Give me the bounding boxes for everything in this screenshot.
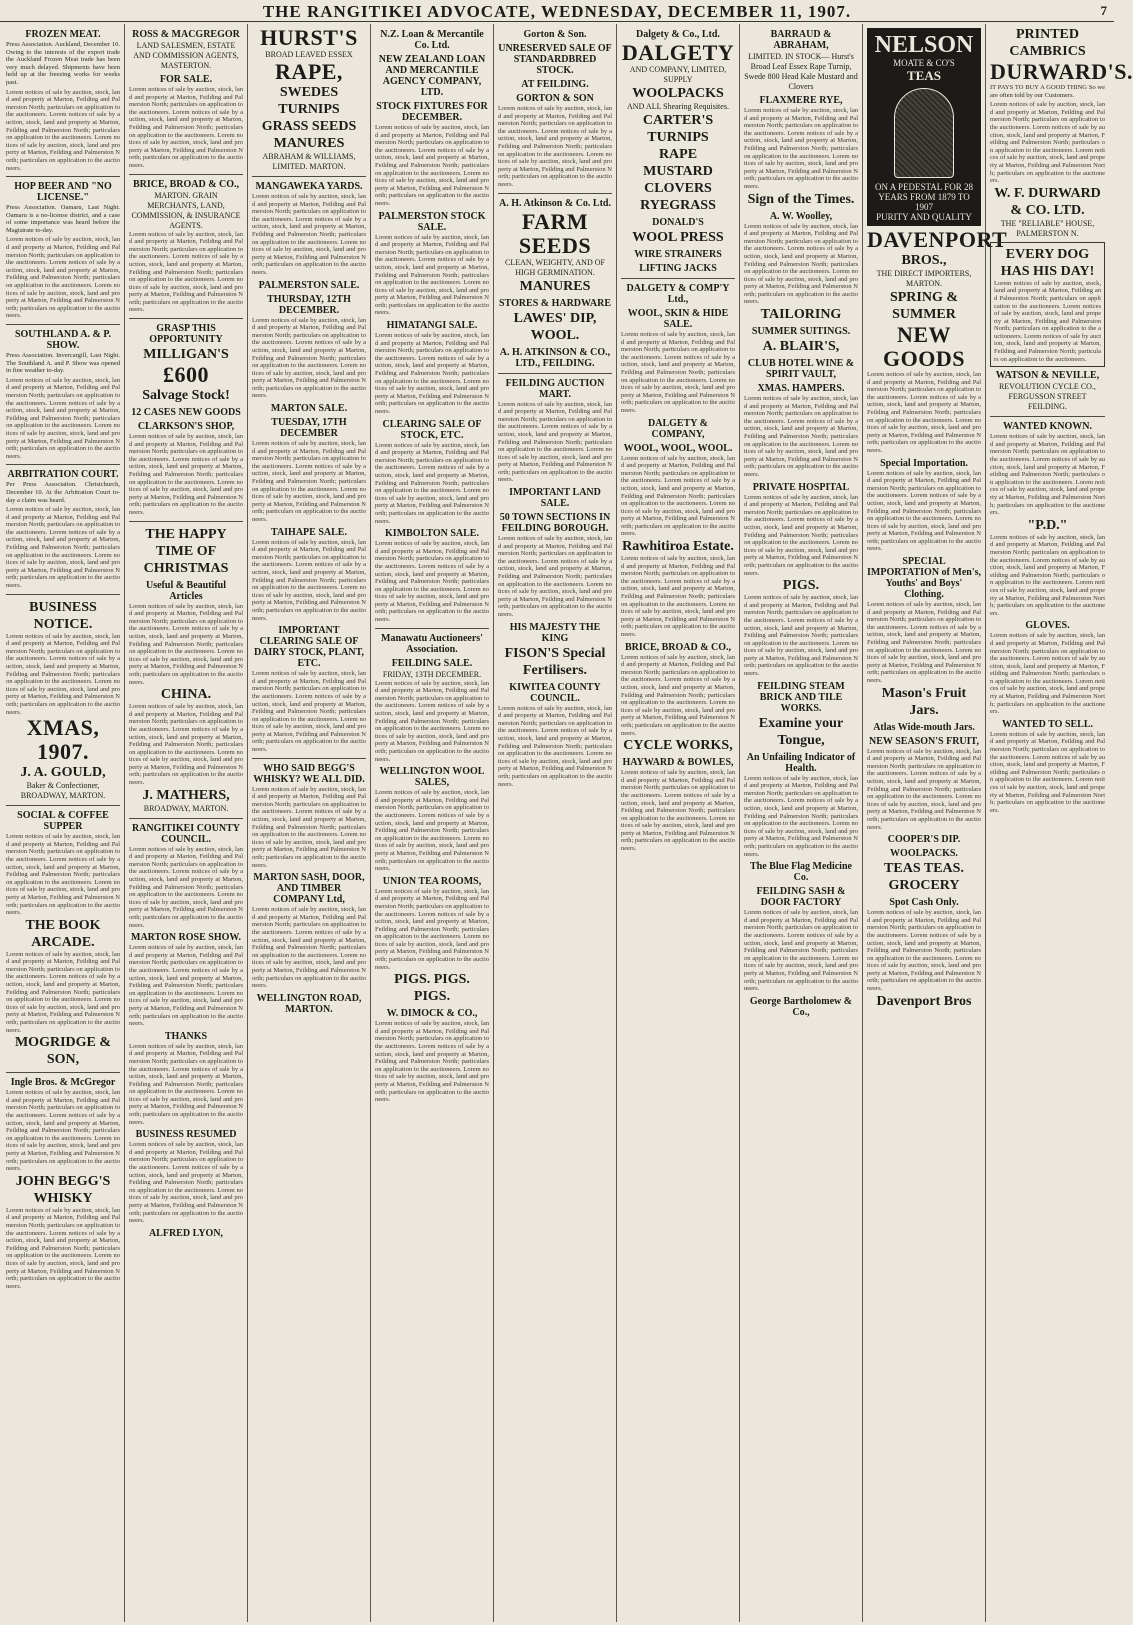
filler-text: Lorem notices of sale by auction, stock, land and property at Marton, Feilding and Palmerston North; particulars on application to the auctioneers. Lorem notices of sale by auction, stock, land and property at Marton, Feilding and Palmerston North; particulars on application to the auctioneers. Lorem notices of sale by auction, stock, land and property at Marton, Feilding and Palmerston North; particulars on application to the auctioneers. [6, 236, 120, 320]
heading: Ingle Bros. & McGregor [10, 1077, 116, 1089]
heading: MARTON SALE. [270, 403, 348, 415]
filler-text: Lorem notices of sale by auction, stock, land and property at Marton, Feilding and Palmerston North; particulars on application to the auctioneers. Lorem notices of sale by auction, stock, land and property at Marton, Feilding and Palmerston North; particulars on application to the auctioneers. Lorem notices of sale by auction, stock, land and property at Marton, Feilding and Palmerston North; particulars on application to the auctioneers. [252, 538, 366, 622]
divider [252, 758, 366, 759]
filler-text: Lorem notices of sale by auction, stock, land and property at Marton, Feilding and Palmerston North; particulars on application to the auctioneers. Lorem notices of sale by auction, stock, land and property at Marton, Feilding and Palmerston North; particulars on application to the auctioneers. Lorem notices of sale by auction, stock, land and property at Marton, Feilding and Palmerston North; particulars on application to the auctioneers. [867, 469, 981, 553]
divider [990, 416, 1105, 417]
heading: SUMMER SUITINGS. [751, 326, 851, 338]
heading: George Bartholomew & Co., [749, 995, 853, 1018]
heading: SOCIAL & COFFEE SUPPER [17, 810, 109, 833]
filler-text: Lorem notices of sale by auction, stock, land and property at Marton, Feilding and Palmerston North; particulars on application to the auctioneers. Lorem notices of sale by auction, stock, land and property at Marton, Feilding and Palmerston North; particulars on application to the auctioneers. Lorem notices of sale by auction, stock, land and property at Marton, Feilding and Palmerston North; particulars on application to the auctioneers. [375, 887, 489, 971]
filler-text: Lorem notices of sale by auction, stock, land and property at Marton, Feilding and Palmerston North; particulars on application to the auctioneers. Lorem notices of sale by auction, stock, land and property at Marton, Feilding and Palmerston North; particulars on application to the auctioneers. Lorem notices of sale by auction, stock, land and property at Marton, Feilding and Palmerston North; particulars on application to the auctioneers. [252, 193, 366, 276]
subheading: ON A PEDESTAL FOR 28 YEARS FROM 1879 TO 1907 [875, 182, 973, 212]
heading: FLAXMERE RYE, [759, 95, 843, 106]
heading: TURNIPS [647, 130, 709, 145]
article-text: Press Association. Auckland, December 10. Owing to the interests of the export trade the Auckland Frozen Meat trade has been very much delayed. Shipments have been held up at the freezing works for weeks past. [6, 41, 120, 86]
heading: A. H. ATKINSON & CO., LTD., FEILDING. [499, 346, 611, 369]
heading: MILLIGAN'S [143, 347, 229, 363]
filler-text: Lorem notices of sale by auction, stock, land and property at Marton, Feilding and Palmerston North; particulars on application to the auctioneers. Lorem notices of sale by auction, stock, land and property at Marton, Feilding and Palmerston North; particulars on application to the auctioneers. Lorem notices of sale by auction, stock, land and property at Marton, Feilding and Palmerston North; particulars on application to the auctioneers. [744, 107, 858, 190]
heading: WOOLPACKS [632, 86, 724, 101]
divider [375, 628, 489, 629]
heading: WANTED TO SELL. [1001, 718, 1094, 730]
heading: PIGS. PIGS. PIGS. [394, 972, 470, 1005]
filler-text: Lorem notices of sale by auction, stock, land and property at Marton, Feilding and Palmerston North; particulars on application to the auctioneers. Lorem notices of sale by auction, stock, land and property at Marton, Feilding and Palmerston North; particulars on application to the auctioneers. Lorem notices of sale by auction, stock, land and property at Marton, Feilding and Palmerston North; particulars on application to the auctioneers. [990, 433, 1105, 517]
heading: LAWES' DIP, [513, 310, 597, 326]
heading: DONALD'S [652, 217, 704, 228]
heading: AT FEILDING. [521, 79, 589, 90]
heading: RAPE [658, 147, 698, 162]
filler-text: Lorem notices of sale by auction, stock, land and property at Marton, Feilding and Palmerston North; particulars on application to the auctioneers. Lorem notices of sale by auction, stock, land and property at Marton, Feilding and Palmerston North; particulars on application to the auctioneers. Lorem notices of sale by auction, stock, land and property at Marton, Feilding and Palmerston North; particulars on application to the auctioneers. [498, 704, 612, 788]
heading: HIMATANGI SALE. [386, 320, 478, 332]
filler-text: Lorem notices of sale by auction, stock, land and property at Marton, Feilding and Palmerston North; particulars on application to the auctioneers. Lorem notices of sale by auction, stock, land and property at Marton, Feilding and Palmerston North; particulars on application to the auctioneers. Lorem notices of sale by auction, stock, land and property at Marton, Feilding and Palmerston North; particulars on application to the auctioneers. [6, 632, 120, 716]
heading: A. BLAIR'S, [762, 339, 840, 355]
heading: TUESDAY, 17TH DECEMBER [271, 417, 347, 440]
heading: Salvage Stock! [142, 388, 230, 404]
heading: BRICE, BROAD & CO., [132, 178, 240, 190]
heading: GLOVES. [1025, 620, 1070, 632]
filler-text: Lorem notices of sale by auction, stock, land and property at Marton, Feilding and Palmerston North; particulars on application to the auctioneers. Lorem notices of sale by auction, stock, land and property at Marton, Feilding and Palmerston North; particulars on application to the auctioneers. Lorem notices of sale by auction, stock, land and property at Marton, Feilding and Palmerston North; particulars on application to the auctioneers. [252, 785, 366, 869]
article-text: Press Association. Invercargill, Last Night. The Southland A. and P. Show was opened in fine weather to-day. [6, 352, 120, 375]
page-number: 7 [1100, 3, 1108, 18]
divider [252, 176, 366, 177]
filler-text: Lorem notices of sale by auction, stock, land and property at Marton, Feilding and Palmerston North; particulars on application to the auctioneers. Lorem notices of sale by auction, stock, land and property at Marton, Feilding and Palmerston North; particulars on application to the auctioneers. Lorem notices of sale by auction, stock, land and property at Marton, Feilding and Palmerston North; particulars on application to the auctioneers. [867, 601, 981, 684]
filler-text: Lorem notices of sale by auction, stock, land and property at Marton, Feilding and Palmerston North; particulars on application to the auctioneers. Lorem notices of sale by auction, stock, land and property at Marton, Feilding and Palmerston North; particulars on application to the auctioneers. Lorem notices of sale by auction, stock, land and property at Marton, Feilding and Palmerston North; particulars on application to the auctioneers. [621, 653, 735, 737]
heading: MARTON ROSE SHOW. [131, 932, 241, 944]
filler-text: Lorem notices of sale by auction, stock, land and property at Marton, Feilding and Palmerston North; particulars on application to the auctioneers. Lorem notices of sale by auction, stock, land and property at Marton, Feilding and Palmerston North; particulars on application to the auctioneers. Lorem notices of sale by auction, stock, land and property at Marton, Feilding and Palmerston North; particulars on application to the auctioneers. [744, 594, 858, 678]
heading: LIFTING JACKS [639, 263, 717, 274]
filler-text: Lorem notices of sale by auction, stock, land and property at Marton, Feilding and Palmerston North; particulars on application to the auctioneers. Lorem notices of sale by auction, stock, land and property at Marton, Feilding and Palmerston North; particulars on application to the auctioneers. Lorem notices of sale by auction, stock, land and property at Marton, Feilding and Palmerston North; particulars on application to the auctioneers. [6, 1206, 120, 1290]
filler-text: Lorem notices of sale by auction, stock, land and property at Marton, Feilding and Palmerston North; particulars on application to the auctioneers. Lorem notices of sale by auction, stock, land and property at Marton, Feilding and Palmerston North; particulars on application to the auctioneers. Lorem notices of sale by auction, stock, land and property at Marton, Feilding and Palmerston North; particulars on application to the auctioneers. [129, 845, 243, 929]
heading: Useful & Beautiful Articles [146, 579, 226, 602]
subheading: THE "RELIABLE" HOUSE, PALMERSTON N. [1000, 218, 1095, 238]
heading: STORES & HARDWARE [498, 297, 612, 309]
article-text: IT PAYS TO BUY A GOOD THING So we are often told by our Customers. [990, 84, 1105, 99]
subheading: CLEAN, WEIGHTY, AND OF HIGH GERMINATION. [505, 257, 605, 277]
heading: BUSINESS NOTICE. [29, 599, 97, 632]
heading: WOOLPACKS. [890, 848, 958, 860]
filler-text: Lorem notices of sale by auction, stock, land and property at Marton, Feilding and Palmerston North; particulars on application to the auctioneers. Lorem notices of sale by auction, stock, land and property at Marton, Feilding and Palmerston North; particulars on application to the auctioneers. Lorem notices of sale by auction, stock, land and property at Marton, Feilding and Palmerston North; particulars on application to the auctioneers. [129, 86, 243, 169]
heading: ROSS & MACGREGOR [132, 29, 240, 40]
heading: THANKS [164, 1030, 208, 1042]
filler-text: Lorem notices of sale by auction, stock, land and property at Marton, Feilding and Palmerston North; particulars on application to the auctioneers. Lorem notices of sale by auction, stock, land and property at Marton, Feilding and Palmerston North; particulars on application to the auctioneers. Lorem notices of sale by auction, stock, land and property at Marton, Feilding and Palmerston North; particulars on application to the auctioneers. [621, 454, 735, 538]
heading: Mason's Fruit Jars. [881, 685, 967, 718]
lady-illustration [894, 88, 954, 178]
subheading: MARTON. GRAIN MERCHANTS, LAND, COMMISSION, & INSURANCE AGENTS. [131, 190, 241, 230]
column-4 [371, 24, 494, 1622]
heading: WOOL PRESS [632, 230, 724, 245]
heading: BUSINESS RESUMED [135, 1129, 237, 1141]
filler-text: Lorem notices of sale by auction, stock, land and property at Marton, Feilding and Palmerston North; particulars on application to the auctioneers. Lorem notices of sale by auction, stock, land and property at Marton, Feilding and Palmerston North; particulars on application to the auctioneers. Lorem notices of sale by auction, stock, land and property at Marton, Feilding and Palmerston North; particulars on application to the auctioneers. [498, 535, 612, 618]
filler-text: Lorem notices of sale by auction, stock, land and property at Marton, Feilding and Palmerston North; particulars on application to the auctioneers. Lorem notices of sale by auction, stock, land and property at Marton, Feilding and Palmerston North; particulars on application to the auctioneers. Lorem notices of sale by auction, stock, land and property at Marton, Feilding and Palmerston North; particulars on application to the auctioneers. [867, 909, 981, 993]
heading: KIMBOLTON SALE. [385, 528, 479, 540]
filler-text: Lorem notices of sale by auction, stock, land and property at Marton, Feilding and Palmerston North; particulars on application to the auctioneers. Lorem notices of sale by auction, stock, land and property at Marton, Feilding and Palmerston North; particulars on application to the auctioneers. Lorem notices of sale by auction, stock, land and property at Marton, Feilding and Palmerston North; particulars on application to the auctioneers. [6, 833, 120, 917]
heading: SPECIAL IMPORTATION of Men's, Youths' and Boys' Clothing. [867, 556, 981, 601]
subheading: REVOLUTION CYCLE CO., FERGUSSON STREET FEILDING. [999, 382, 1096, 412]
filler-text: Lorem notices of sale by auction, stock, land and property at Marton, Feilding and Palmerston North; particulars on application to the auctioneers. Lorem notices of sale by auction, stock, land and property at Marton, Feilding and Palmerston North; particulars on application to the auctioneers. Lorem notices of sale by auction, stock, land and property at Marton, Feilding and Palmerston North; particulars on application to the auctioneers. [744, 909, 858, 993]
filler-text: Lorem notices of sale by auction, stock, land and property at Marton, Feilding and Palmerston North; particulars on application to the auctioneers. Lorem notices of sale by auction, stock, land and property at Marton, Feilding and Palmerston North; particulars on application to the auctioneers. Lorem notices of sale by auction, stock, land and property at Marton, Feilding and Palmerston North; particulars on application to the auctioneers. [129, 1141, 243, 1225]
filler-text: Lorem notices of sale by auction, stock, land and property at Marton, Feilding and Palmerston North; particulars on application to the auctioneers. Lorem notices of sale by auction, stock, land and property at Marton, Feilding and Palmerston North; particulars on application to the auctioneers. Lorem notices of sale by auction, stock, land and property at Marton, Feilding and Palmerston North; particulars on application to the auctioneers. [867, 747, 981, 831]
filler-text: Lorem notices of sale by auction, stock, land and property at Marton, Feilding and Palmerston North; particulars on application to the auctioneers. Lorem notices of sale by auction, stock, land and property at Marton, Feilding and Palmerston North; particulars on application to the auctioneers. Lorem notices of sale by auction, stock, land and property at Marton, Feilding and Palmerston North; particulars on application to the auctioneers. [375, 124, 489, 207]
heading: XMAS. HAMPERS. [757, 383, 845, 395]
heading: FOR SALE. [159, 74, 213, 85]
heading: DURWARD'S. [990, 59, 1133, 84]
heading: CARTER'S [642, 113, 714, 128]
heading: WELLINGTON ROAD, MARTON. [256, 992, 362, 1015]
heading: HAYWARD & BOWLES, [622, 757, 734, 769]
heading: £600 [163, 362, 209, 388]
heading: FEILDING AUCTION MART. [505, 377, 605, 400]
filler-text: Lorem notices of sale by auction, stock, land and property at Marton, Feilding and Palmerston North; particulars on application to the auctioneers. Lorem notices of sale by auction, stock, land and property at Marton, Feilding and Palmerston North; particulars on application to the auctioneers. Lorem notices of sale by auction, stock, land and property at Marton, Feilding and Palmerston North; particulars on application to the auctioneers. [375, 332, 489, 415]
filler-text: Lorem notices of sale by auction, stock, land and property at Marton, Feilding and Palmerston North; particulars on application to the auctioneers. Lorem notices of sale by auction, stock, land and property at Marton, Feilding and Palmerston North; particulars on application to the auctioneers. Lorem notices of sale by auction, stock, land and property at Marton, Feilding and Palmerston North; particulars on application to the auctioneers. [744, 774, 858, 858]
column-5 [494, 24, 617, 1622]
heading: HOP BEER AND "NO LICENSE." [14, 181, 112, 204]
filler-text: Lorem notices of sale by auction, stock, land and property at Marton, Feilding and Palmerston North; particulars on application to the auctioneers. Lorem notices of sale by auction, stock, land and property at Marton, Feilding and Palmerston North; particulars on application to the auctioneers. Lorem notices of sale by auction, stock, land and property at Marton, Feilding and Palmerston North; particulars on application to the auctioneers. [498, 105, 612, 188]
heading: STOCK FIXTURES FOR DECEMBER. [376, 101, 488, 123]
heading: WIRE STRAINERS [634, 249, 722, 260]
heading: TAILORING [760, 307, 842, 323]
heading: COOPER'S DIP. [887, 834, 961, 846]
heading: NELSON [874, 32, 974, 58]
subheading: FRIDAY, 13TH DECEMBER. [382, 669, 482, 679]
heading: GRASP THIS OPPORTUNITY [149, 323, 223, 346]
subheading: ABRAHAM & WILLIAMS, LIMITED. MARTON. [262, 152, 356, 171]
heading: THE BOOK ARCADE. [25, 917, 101, 950]
heading: 50 TOWN SECTIONS IN FEILDING BOROUGH. [499, 512, 611, 535]
heading: N.Z. Loan & Mercantile Co. Ltd. [380, 29, 484, 51]
heading: DALGETY & COMP'Y Ltd., [626, 283, 730, 305]
column-3 [248, 24, 371, 1622]
heading: FEILDING STEAM BRICK AND TILE WORKS. [757, 680, 845, 714]
subheading: LIMITED. IN STOCK— Hurst's Broad Leaf Essex Rape Turnip, Swede 800 Head Kale Mustard and Clovers [744, 52, 858, 91]
subheading: THE DIRECT IMPORTERS, MARTON. [876, 269, 972, 288]
divider [129, 521, 243, 522]
subheading: BROAD LEAVED ESSEX [265, 50, 353, 59]
filler-text: Lorem notices of sale by auction, stock, land and property at Marton, Feilding and Palmerston North; particulars on application to the auctioneers. Lorem notices of sale by auction, stock, land and property at Marton, Feilding and Palmerston North; particulars on application to the auctioneers. Lorem notices of sale by auction, stock, land and property at Marton, Feilding and Palmerston North; particulars on application to the auctioneers. [867, 371, 981, 454]
heading: A. W. Woolley, [769, 210, 833, 222]
article-text: Press Association. Oamaru, Last Night. Oamaru is a no-license district, and a case of some importance was heard before the Magistrate to-day. [6, 204, 120, 234]
divider [129, 818, 243, 819]
heading: W. F. DURWARD & CO. LTD. [994, 185, 1101, 218]
filler-text: Lorem notices of sale by auction, stock, land and property at Marton, Feilding and Palmerston North; particulars on application to the auctioneers. Lorem notices of sale by auction, stock, land and property at Marton, Feilding and Palmerston North; particulars on application to the auctioneers. Lorem notices of sale by auction, stock, land and property at Marton, Feilding and Palmerston North; particulars on application to the auctioneers. [252, 906, 366, 990]
divider [6, 1072, 120, 1073]
article-text: Per Press Association. Christchurch, December 10. At the Arbitration Court to-day a claim was heard. [6, 481, 120, 504]
heading: CHINA. [160, 687, 212, 703]
heading: SOUTHLAND A. & P. SHOW. [14, 329, 112, 351]
heading: The Blue Flag Medicine Co. [750, 861, 852, 884]
heading: GROCERY [888, 878, 960, 894]
column-2 [125, 24, 248, 1622]
heading: A. H. Atkinson & Co. Ltd. [499, 197, 611, 209]
filler-text: Lorem notices of sale by auction, stock, land and property at Marton, Feilding and Palmerston North; particulars on application to the auctioneers. Lorem notices of sale by auction, stock, land and property at Marton, Feilding and Palmerston North; particulars on application to the auctioneers. Lorem notices of sale by auction, stock, land and property at Marton, Feilding and Palmerston North; particulars on application to the auctioneers. [129, 703, 243, 787]
subheading: PURITY AND QUALITY [876, 212, 972, 222]
divider [6, 594, 120, 595]
heading: J. MATHERS, [142, 787, 230, 803]
filler-text: Lorem notices of sale by auction, stock, land and property at Marton, Feilding and Palmerston North; particulars on application to the auctioneers. Lorem notices of sale by auction, stock, land and property at Marton, Feilding and Palmerston North; particulars on application to the auctioneers. Lorem notices of sale by auction, stock, land and property at Marton, Feilding and Palmerston North; particulars on application to the auctioneers. [375, 441, 489, 525]
heading: FROZEN MEAT. [25, 29, 101, 40]
filler-text: Lorem notices of sale by auction, stock, land and property at Marton, Feilding and Palmerston North; particulars on application to the auctioneers. Lorem notices of sale by auction, stock, land and property at Marton, Feilding and Palmerston North; particulars on application to the auctioneers. Lorem notices of sale by auction, stock, land and property at Marton, Feilding and Palmerston North; particulars on application to the auctioneers. [498, 400, 612, 484]
heading: FEILDING SALE. [391, 657, 473, 669]
filler-text: Lorem notices of sale by auction, stock, land and property at Marton, Feilding and Palmerston North; particulars on application to the auctioneers. Lorem notices of sale by auction, stock, land and property at Marton, Feilding and Palmerston North; particulars on application to the auctioneers. Lorem notices of sale by auction, stock, land and property at Marton, Feilding and Palmerston North; particulars on application to the auctioneers. [375, 1020, 489, 1104]
filler-text: Lorem notices of sale by auction, stock, land and property at Marton, Feilding and Palmerston North; particulars on application to the auctioneers. Lorem notices of sale by auction, stock, land and property at Marton, Feilding and Palmerston North; particulars on application to the auctioneers. Lorem notices of sale by auction, stock, land and property at Marton, Feilding and Palmerston North; particulars on application to the auctioneers. [990, 101, 1105, 185]
filler-text: Lorem notices of sale by auction, stock, land and property at Marton, Feilding and Palmerston North; particulars on application to the auctioneers. Lorem notices of sale by auction, stock, land and property at Marton, Feilding and Palmerston North; particulars on application to the auctioneers. Lorem notices of sale by auction, stock, land and property at Marton, Feilding and Palmerston North; particulars on application to the auctioneers. [252, 670, 366, 754]
heading: Spot Cash Only. [889, 897, 959, 909]
filler-text: Lorem notices of sale by auction, stock, land and property at Marton, Feilding and Palmerston North; particulars on application to the auctioneers. Lorem notices of sale by auction, stock, land and property at Marton, Feilding and Palmerston North; particulars on application to the auctioneers. Lorem notices of sale by auction, stock, land and property at Marton, Feilding and Palmerston North; particulars on application to the auctioneers. [129, 602, 243, 686]
heading: MANURES [273, 136, 345, 151]
heading: FARM SEEDS [518, 208, 592, 258]
heading: WHO SAID BEGG'S WHISKY? WE ALL DID. [253, 762, 365, 785]
heading: WOOL, WOOL, WOOL. [623, 442, 733, 454]
heading: BRICE, BROAD & CO., [624, 641, 732, 653]
nelson-moate-tea-ad [867, 28, 981, 226]
heading: Rawhitiroa Estate. [622, 539, 734, 555]
column-9 [986, 24, 1133, 1622]
divider [6, 805, 120, 806]
heading: J. A. GOULD, [20, 765, 106, 781]
heading: UNRESERVED SALE OF STANDARDBRED STOCK. [498, 43, 612, 76]
heading: EVERY DOG HAS HIS DAY! [1000, 246, 1095, 279]
filler-text: Lorem notices of sale by auction, stock, land and property at Marton, Feilding and Palmerston North; particulars on application to the auctioneers. Lorem notices of sale by auction, stock, land and property at Marton, Feilding and Palmerston North; particulars on application to the auctioneers. Lorem notices of sale by auction, stock, land and property at Marton, Feilding and Palmerston North; particulars on application to the auctioneers. [6, 376, 120, 460]
filler-text: Lorem notices of sale by auction, stock, land and property at Marton, Feilding and Palmerston North; particulars on application to the auctioneers. Lorem notices of sale by auction, stock, land and property at Marton, Feilding and Palmerston North; particulars on application to the auctioneers. Lorem notices of sale by auction, stock, land and property at Marton, Feilding and Palmerston North; particulars on application to the auctioneers. [375, 789, 489, 873]
heading: Dalgety & Co., Ltd. [636, 29, 720, 40]
heading: RYEGRASS [640, 198, 716, 213]
heading: FISON'S Special Fertilisers. [504, 645, 606, 678]
heading: TURNIPS [278, 102, 340, 117]
filler-text: Lorem notices of sale by auction, stock, land and property at Marton, Feilding and Palmerston North; particulars on application to the auctioneers. Lorem notices of sale by auction, stock, land and property at Marton, Feilding and Palmerston North; particulars on application to the auctioneers. Lorem notices of sale by auction, stock, land and property at Marton, Feilding and Palmerston North; particulars on application to the auctioneers. [6, 950, 120, 1034]
filler-text: Lorem notices of sale by auction, stock, land and property at Marton, Feilding and Palmerston North; particulars on application to the auctioneers. Lorem notices of sale by auction, stock, land and property at Marton, Feilding and Palmerston North; particulars on application to the auctioneers. Lorem notices of sale by auction, stock, land and property at Marton, Feilding and Palmerston North; particulars on application to the auctioneers. [375, 540, 489, 624]
heading: ARBITRATION COURT. [7, 469, 119, 481]
filler-text: Lorem notices of sale by auction, stock, land and property at Marton, Feilding and Palmerston North; particulars on application to the auctioneers. Lorem notices of sale by auction, stock, land and property at Marton, Feilding and Palmerston North; particulars on application to the auctioneers. Lorem notices of sale by auction, stock, land and property at Marton, Feilding and Palmerston North; particulars on application to the auctioneers. [129, 230, 243, 314]
filler-text: Lorem notices of sale by auction, stock, land and property at Marton, Feilding and Palmerston North; particulars on application to the auctioneers. Lorem notices of sale by auction, stock, land and property at Marton, Feilding and Palmerston North; particulars on application to the auctioneers. Lorem notices of sale by auction, stock, land and property at Marton, Feilding and Palmerston North; particulars on application to the auctioneers. [744, 395, 858, 478]
subheading: Baker & Confectioner, BROADWAY, MARTON. [20, 781, 106, 801]
heading: GORTON & SON [516, 93, 594, 104]
heading: HURST'S [260, 25, 358, 50]
divider [129, 174, 243, 175]
heading: THURSDAY, 12TH DECEMBER. [267, 293, 351, 316]
heading: THE HAPPY TIME OF CHRISTMAS [143, 526, 229, 576]
heading: RANGITIKEI COUNTY COUNCIL. [131, 822, 241, 845]
heading: IMPORTANT CLEARING SALE OF DAIRY STOCK, PLANT, ETC. [253, 625, 365, 670]
heading: W. DIMOCK & CO., [386, 1008, 478, 1020]
heading: Gorton & Son. [523, 29, 587, 40]
heading: DAVENPORT [867, 227, 1008, 252]
heading: "P.D." [1027, 517, 1068, 533]
filler-text: Lorem notices of sale by auction, stock, land and property at Marton, Feilding and Palmerston North; particulars on application to the auctioneers. Lorem notices of sale by auction, stock, land and property at Marton, Feilding and Palmerston North; particulars on application to the auctioneers. Lorem notices of sale by auction, stock, land and property at Marton, Feilding and Palmerston North; particulars on application to the auctioneers. [129, 944, 243, 1028]
column-8 [863, 24, 1008, 1622]
heading: MANGAWEKA YARDS. [255, 181, 363, 192]
heading: PALMERSTON STOCK SALE. [378, 210, 486, 233]
heading: MARTON SASH, DOOR, AND TIMBER COMPANY Ltd, [253, 872, 365, 906]
filler-text: Lorem notices of sale by auction, stock, land and property at Marton, Feilding and Palmerston North; particulars on application to the auctioneers. Lorem notices of sale by auction, stock, land and property at Marton, Feilding and Palmerston North; particulars on application to the auctioneers. Lorem notices of sale by auction, stock, land and property at Marton, Feilding and Palmerston North; particulars on application to the auctioneers. [252, 316, 366, 400]
heading: An Unfailing Indicator of Health. [746, 751, 856, 774]
column-7 [740, 24, 863, 1622]
columns [2, 24, 1133, 1622]
filler-text: Lorem notices of sale by auction, stock, land and property at Marton, Feilding and Palmerston North; particulars on application to the auctioneers. Lorem notices of sale by auction, stock, land and property at Marton, Feilding and Palmerston North; particulars on application to the auctioneers. Lorem notices of sale by auction, stock, land and property at Marton, Feilding and Palmerston North; particulars on application to the auctioneers. [621, 555, 735, 638]
heading: Manawatu Auctioneers' Association. [381, 632, 483, 655]
ad-box [990, 242, 1105, 368]
heading: Examine your Tongue, [758, 715, 844, 748]
filler-text: Lorem notices of sale by auction, stock, land and property at Marton, Feilding and Palmerston North; particulars on application to the auctioneers. Lorem notices of sale by auction, stock, land and property at Marton, Feilding and Palmerston North; particulars on application to the auctioneers. Lorem notices of sale by auction, stock, land and property at Marton, Feilding and Palmerston North; particulars on application to the auctioneers. [129, 1042, 243, 1126]
filler-text: Lorem notices of sale by auction, stock, land and property at Marton, Feilding and Palmerston North; particulars on application to the auctioneers. Lorem notices of sale by auction, stock, land and property at Marton, Feilding and Palmerston North; particulars on application to the auctioneers. Lorem notices of sale by auction, stock, land and property at Marton, Feilding and Palmerston North; particulars on application to the auctioneers. [6, 88, 120, 172]
filler-text: Lorem notices of sale by auction, stock, land and property at Marton, Feilding and Palmerston North; particulars on application to the auctioneers. Lorem notices of sale by auction, stock, land and property at Marton, Feilding and Palmerston North; particulars on application to the auctioneers. Lorem notices of sale by auction, stock, land and property at Marton, Feilding and Palmerston North; particulars on application to the auctioneers. [990, 533, 1105, 617]
filler-text: Lorem notices of sale by auction, stock, land and property at Marton, Feilding and Palmerston North; particulars on application to the auctioneers. Lorem notices of sale by auction, stock, land and property at Marton, Feilding and Palmerston North; particulars on application to the auctioneers. Lorem notices of sale by auction, stock, land and property at Marton, Feilding and Palmerston North; particulars on application to the auctioneers. [990, 632, 1105, 716]
heading: Atlas Wide-mouth Jars. [873, 721, 975, 733]
heading: PRIVATE HOSPITAL [752, 481, 850, 493]
heading: WANTED KNOWN. [1003, 421, 1092, 433]
heading: PALMERSTON SALE. [258, 279, 360, 291]
heading: Sign of the Times. [747, 191, 855, 207]
heading: WOOL. [530, 327, 580, 343]
heading: MOGRIDGE & SON, [14, 1035, 112, 1068]
heading: BROS., [901, 253, 947, 268]
heading: PRINTED CAMBRICS [1009, 27, 1086, 59]
heading: TEAS [907, 68, 941, 83]
heading: CYCLE WORKS, [623, 738, 733, 754]
heading: ALFRED LYON, [148, 1227, 224, 1239]
column-6 [617, 24, 740, 1622]
heading: FEILDING SASH & DOOR FACTORY [756, 886, 846, 909]
heading: KIWITEA COUNTY COUNCIL. [509, 681, 601, 704]
heading: CLARKSON'S SHOP, [137, 421, 235, 433]
heading: WOOL, SKIN & HIDE SALE. [627, 308, 729, 330]
heading: DALGETY & COMPANY, [648, 417, 708, 440]
heading: NEW ZEALAND LOAN AND MERCANTILE AGENCY COMPANY, LTD. [378, 54, 486, 98]
filler-text: Lorem notices of sale by auction, stock, land and property at Marton, Feilding and Palmerston North; particulars on application to the auctioneers. Lorem notices of sale by auction, stock, land and property at Marton, Feilding and Palmerston North; particulars on application to the auctioneers. Lorem notices of sale by auction, stock, land and property at Marton, Feilding and Palmerston North; particulars on application to the auctioneers. [129, 433, 243, 516]
heading: Special Importation. [880, 457, 968, 469]
heading: GRASS SEEDS [261, 119, 357, 134]
heading: IMPORTANT LAND SALE. [509, 487, 601, 510]
heading: PIGS. [782, 578, 820, 594]
heading: RAPE, [275, 59, 343, 84]
divider [129, 318, 243, 319]
heading: TEAS TEAS. [884, 861, 964, 877]
heading: HIS MAJESTY THE KING [509, 621, 601, 644]
subheading: LAND SALESMEN, ESTATE AND COMMISSION AGENTS, MASTERTON. [133, 41, 239, 70]
subheading: AND ALL Shearing Requisites. [627, 102, 729, 111]
heading: DALGETY [621, 40, 735, 65]
filler-text: Lorem notices of sale by auction, stock, land and property at Marton, Feilding and Palmerston North; particulars on application to the auctioneers. Lorem notices of sale by auction, stock, land and property at Marton, Feilding and Palmerston North; particulars on application to the auctioneers. Lorem notices of sale by auction, stock, land and property at Marton, Feilding and Palmerston North; particulars on application to the auctioneers. [744, 493, 858, 577]
divider [621, 278, 735, 279]
filler-text: Lorem notices of sale by auction, stock, land and property at Marton, Feilding and Palmerston North; particulars on application to the auctioneers. Lorem notices of sale by auction, stock, land and property at Marton, Feilding and Palmerston North; particulars on application to the auctioneers. Lorem notices of sale by auction, stock, land and property at Marton, Feilding and Palmerston North; particulars on application to the auctioneers. [375, 679, 489, 763]
heading: CLEARING SALE OF STOCK, ETC. [382, 418, 482, 441]
masthead [0, 0, 1114, 22]
filler-text: Lorem notices of sale by auction, stock, land and property at Marton, Feilding and Palmerston North; particulars on application to the auctioneers. Lorem notices of sale by auction, stock, land and property at Marton, Feilding and Palmerston North; particulars on application to the auctioneers. Lorem notices of sale by auction, stock, land and property at Marton, Feilding and Palmerston North; particulars on application to the auctioneers. [621, 331, 735, 414]
divider [6, 464, 120, 465]
heading: BARRAUD & ABRAHAM, [770, 29, 832, 51]
heading: WELLINGTON WOOL SALES, [379, 766, 485, 789]
subheading: MOATE & CO'S [893, 58, 955, 68]
filler-text: Lorem notices of sale by auction, stock, land and property at Marton, Feilding and Palmerston North; particulars on application to the auctioneers. Lorem notices of sale by auction, stock, land and property at Marton, Feilding and Palmerston North; particulars on application to the auctioneers. Lorem notices of sale by auction, stock, land and property at Marton, Feilding and Palmerston North; particulars on application to the auctioneers. [621, 769, 735, 853]
divider [6, 176, 120, 177]
filler-text: Lorem notices of sale by auction, stock, land and property at Marton, Feilding and Palmerston North; particulars on application to the auctioneers. Lorem notices of sale by auction, stock, land and property at Marton, Feilding and Palmerston North; particulars on application to the auctioneers. Lorem notices of sale by auction, stock, land and property at Marton, Feilding and Palmerston North; particulars on application to the auctioneers. [994, 279, 1101, 363]
divider [6, 324, 120, 325]
heading: SWEDES [279, 85, 339, 100]
heading: Davenport Bros [876, 993, 972, 1009]
heading: WATSON & NEVILLE, [995, 370, 1100, 382]
divider [498, 373, 612, 374]
heading: UNION TEA ROOMS, [382, 875, 482, 887]
masthead-title: THE RANGITIKEI ADVOCATE, WEDNESDAY, DECEMBER 11, 1907. [262, 2, 852, 21]
heading: XMAS, 1907. [26, 715, 100, 765]
heading: JOHN BEGG'S WHISKY [15, 1173, 111, 1206]
divider [498, 193, 612, 194]
subheading: BROADWAY, MARTON. [143, 803, 229, 813]
heading: SPRING & SUMMER [889, 290, 959, 322]
column-1 [2, 24, 125, 1622]
heading: NEW SEASON'S FRUIT, [869, 735, 979, 747]
heading: 12 CASES NEW GOODS [131, 407, 241, 419]
heading: NEW GOODS [883, 322, 965, 371]
heading: CLUB HOTEL WINE & SPIRIT VAULT, [747, 358, 855, 381]
filler-text: Lorem notices of sale by auction, stock, land and property at Marton, Feilding and Palmerston North; particulars on application to the auctioneers. Lorem notices of sale by auction, stock, land and property at Marton, Feilding and Palmerston North; particulars on application to the auctioneers. Lorem notices of sale by auction, stock, land and property at Marton, Feilding and Palmerston North; particulars on application to the auctioneers. [252, 440, 366, 523]
heading: MANURES [519, 278, 591, 294]
filler-text: Lorem notices of sale by auction, stock, land and property at Marton, Feilding and Palmerston North; particulars on application to the auctioneers. Lorem notices of sale by auction, stock, land and property at Marton, Feilding and Palmerston North; particulars on application to the auctioneers. Lorem notices of sale by auction, stock, land and property at Marton, Feilding and Palmerston North; particulars on application to the auctioneers. [744, 222, 858, 306]
subheading: AND COMPANY, LIMITED, SUPPLY [629, 65, 727, 84]
heading: CLOVERS [644, 181, 712, 196]
filler-text: Lorem notices of sale by auction, stock, land and property at Marton, Feilding and Palmerston North; particulars on application to the auctioneers. Lorem notices of sale by auction, stock, land and property at Marton, Feilding and Palmerston North; particulars on application to the auctioneers. Lorem notices of sale by auction, stock, land and property at Marton, Feilding and Palmerston North; particulars on application to the auctioneers. [6, 506, 120, 590]
heading: TAIHAPE SALE. [271, 526, 347, 538]
filler-text: Lorem notices of sale by auction, stock, land and property at Marton, Feilding and Palmerston North; particulars on application to the auctioneers. Lorem notices of sale by auction, stock, land and property at Marton, Feilding and Palmerston North; particulars on application to the auctioneers. Lorem notices of sale by auction, stock, land and property at Marton, Feilding and Palmerston North; particulars on application to the auctioneers. [375, 233, 489, 317]
filler-text: Lorem notices of sale by auction, stock, land and property at Marton, Feilding and Palmerston North; particulars on application to the auctioneers. Lorem notices of sale by auction, stock, land and property at Marton, Feilding and Palmerston North; particulars on application to the auctioneers. Lorem notices of sale by auction, stock, land and property at Marton, Feilding and Palmerston North; particulars on application to the auctioneers. [990, 730, 1105, 814]
filler-text: Lorem notices of sale by auction, stock, land and property at Marton, Feilding and Palmerston North; particulars on application to the auctioneers. Lorem notices of sale by auction, stock, land and property at Marton, Feilding and Palmerston North; particulars on application to the auctioneers. Lorem notices of sale by auction, stock, land and property at Marton, Feilding and Palmerston North; particulars on application to the auctioneers. [6, 1089, 120, 1173]
heading: MUSTARD [643, 164, 713, 179]
